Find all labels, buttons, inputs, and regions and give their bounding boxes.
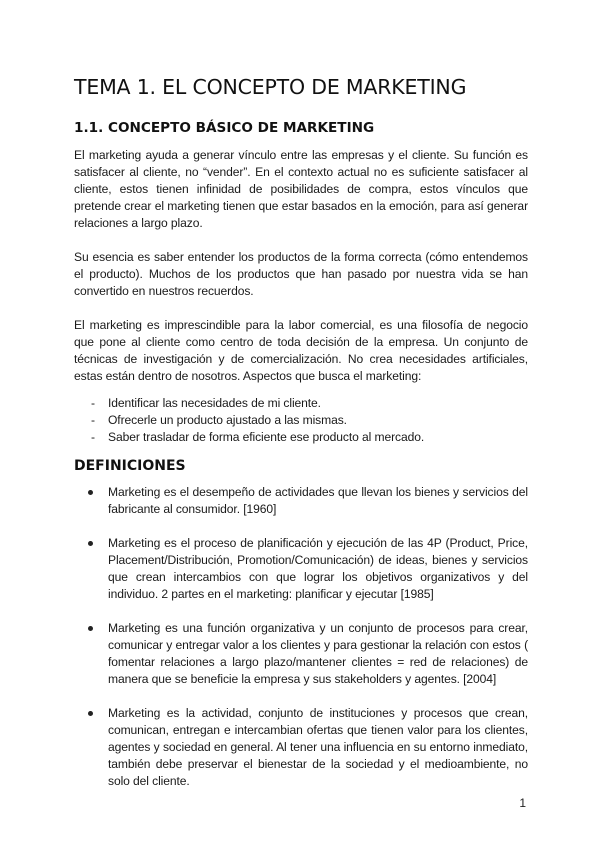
page-title: TEMA 1. EL CONCEPTO DE MARKETING [74, 75, 467, 99]
definitions-title: DEFINICIONES [74, 458, 186, 474]
list-item-text: Ofrecerle un producto ajustado a las mismas. [108, 413, 347, 427]
list-item-text: Identificar las necesidades de mi cliente. [108, 396, 321, 410]
list-item [74, 620, 528, 688]
paragraph: Su esencia es saber entender los productos de la forma correcta (cómo entendemos el producto). Muchos de los productos que han pasado por nuestra vida se han convertido en nuestros recuerdos. [74, 250, 528, 298]
list-item [74, 429, 528, 446]
bullet-icon [88, 626, 93, 631]
definition-text: Marketing es la actividad, conjunto de instituciones y procesos que crean, comunican, entregan e intercambian ofertas que tienen valor para los clientes, agentes y sociedad en general. Al tener una influencia en su entorno inmediato, también debe preservar el bienestar de la sociedad y el medioambiente, no solo del cliente. [108, 706, 528, 788]
definition-text: Marketing es una función organizativa y un conjunto de procesos para crear, comunicar y entregar valor a los clientes y para gestionar la relación con estos ( fomentar relaciones a largo plazo/mantener clientes = red de relaciones) de manera que se beneficie la empresa y sus stakeholders y agentes. [2004] [108, 621, 528, 686]
list-item [74, 484, 528, 518]
dash-marker: - [91, 430, 95, 444]
list-item [74, 412, 528, 429]
definition-text: Marketing es el desempeño de actividades que llevan los bienes y servicios del fabricante al consumidor. [1960] [108, 485, 528, 516]
paragraph: El marketing es imprescindible para la labor comercial, es una filosofía de negocio que pone al cliente como centro de toda decisión de la empresa. Un conjunto de técnicas de investigación y de comercialización. No crea necesidades artificiales, estas están dentro de nosotros. Aspectos que busca el marketing: [74, 318, 528, 383]
list-item [74, 535, 528, 603]
bullet-icon [88, 711, 93, 716]
aspects-list [74, 395, 528, 446]
dash-marker: - [91, 396, 95, 410]
definitions-list [74, 484, 528, 790]
bullet-icon [88, 541, 93, 546]
list-item-text: Saber trasladar de forma eficiente ese producto al mercado. [108, 430, 425, 444]
list-item [74, 705, 528, 790]
section-title: 1.1. CONCEPTO BÁSICO DE MARKETING [74, 120, 375, 136]
definition-text: Marketing es el proceso de planificación y ejecución de las 4P (Product, Price, Placement/Distribución, Promotion/Comunicación) de ideas, bienes y servicios que crean intercambios con que lograr los objetivos organizativos y del individuo. 2 partes en el marketing: planificar y ejecutar [1985] [108, 536, 528, 601]
page-number: 1 [519, 796, 526, 810]
list-item [74, 395, 528, 412]
bullet-icon [88, 490, 93, 495]
page-content [74, 70, 528, 807]
dash-marker: - [91, 413, 95, 427]
paragraph: El marketing ayuda a generar vínculo entre las empresas y el cliente. Su función es satisfacer al cliente, no “vender”. En el contexto actual no es suficiente satisfacer al cliente, estos tienen infinidad de posibilidades de compra, estos vínculos que pretende crear el marketing tienen que estar basados en la emoción, para así generar relaciones a largo plazo. [74, 148, 528, 230]
